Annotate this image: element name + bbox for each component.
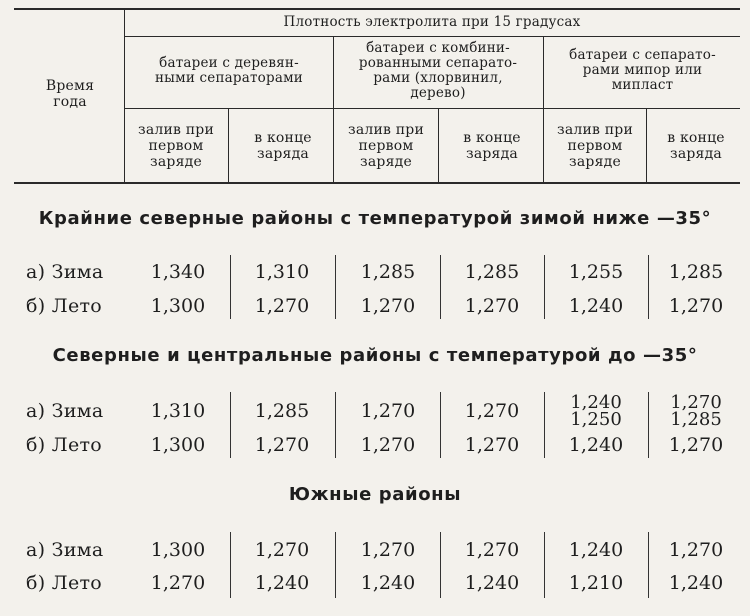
value-cell: 1,240 — [568, 434, 624, 456]
group-title: Плотность электролита при 15 градусах — [283, 14, 581, 30]
column-separator — [230, 392, 231, 458]
row-label: б) Лето — [26, 434, 103, 456]
value-cell: 1,240 — [668, 572, 724, 594]
value-cell: 1,210 — [568, 572, 624, 594]
table-row — [0, 568, 750, 598]
value-cell: 1,270 — [360, 434, 416, 456]
value-cell: 1,270 — [668, 539, 724, 561]
value-cell: 1,310 — [254, 261, 310, 283]
value-cell: 1,285 — [360, 261, 416, 283]
column-separator — [335, 255, 336, 319]
value-cell: 1,240 — [360, 572, 416, 594]
subcol-end-1: в конце заряда — [254, 130, 312, 162]
value-cell: 1,270 — [254, 539, 310, 561]
row-label: а) Зима — [26, 261, 104, 283]
row-label: а) Зима — [26, 539, 104, 561]
value-cell: 1,270 — [254, 295, 310, 317]
subcol-fill-1: залив при первом заряде — [138, 122, 214, 170]
value-cell: 1,240 — [568, 539, 624, 561]
column-separator — [544, 255, 545, 319]
value-cell: 1,255 — [568, 261, 624, 283]
value-cell: 1,270 — [464, 539, 520, 561]
header-bottom-rule — [14, 182, 740, 184]
subcol-fill-3: залив при первом заряде — [557, 122, 633, 170]
row-label: б) Лето — [26, 295, 103, 317]
value-cell: 1,270 — [254, 434, 310, 456]
column-separator — [335, 532, 336, 598]
top-rule — [14, 8, 740, 10]
subcol-end-2: в конце заряда — [463, 130, 521, 162]
season-column-divider — [124, 10, 125, 182]
table-row — [0, 257, 750, 287]
subcol-fill-2: залив при первом заряде — [348, 122, 424, 170]
value-cell: 1,240 — [254, 572, 310, 594]
value-cell: 1,270 — [668, 434, 724, 456]
subcol-end-3: в конце заряда — [667, 130, 725, 162]
row-label: б) Лето — [26, 572, 103, 594]
value-cell: 1,270 — [360, 400, 416, 422]
value-cell: 1,300 — [150, 539, 206, 561]
column-separator — [544, 532, 545, 598]
row-label: а) Зима — [26, 400, 104, 422]
column-separator — [648, 255, 649, 319]
table-row — [0, 430, 750, 460]
column-separator — [440, 255, 441, 319]
subcolumn-divider-3 — [646, 109, 647, 182]
column-separator — [230, 255, 231, 319]
subcolumn-divider-1 — [228, 109, 229, 182]
value-cell: 1,270 — [150, 572, 206, 594]
value-cell: 1,240 1,250 — [570, 392, 622, 430]
subcolumn-divider-2 — [438, 109, 439, 182]
column-separator — [648, 532, 649, 598]
section-title-south: Южные районы — [288, 484, 462, 505]
value-cell: 1,270 1,285 — [670, 392, 722, 430]
value-cell: 1,240 — [464, 572, 520, 594]
value-cell: 1,270 — [464, 400, 520, 422]
battery-type-wood: батареи с деревян- ными сепараторами — [154, 55, 303, 86]
column-separator — [648, 392, 649, 458]
value-cell: 1,310 — [150, 400, 206, 422]
group-title-rule — [124, 36, 740, 37]
column-separator — [335, 392, 336, 458]
value-cell: 1,300 — [150, 295, 206, 317]
section-title-north-central: Северные и центральные районы с температурой до —35° — [52, 345, 698, 366]
battery-type-mipor: батареи с сепарато- рами мипор или мипласт — [569, 47, 716, 93]
value-cell: 1,285 — [254, 400, 310, 422]
table-row — [0, 392, 750, 430]
value-cell: 1,270 — [668, 295, 724, 317]
value-cell: 1,270 — [360, 295, 416, 317]
value-cell: 1,300 — [150, 434, 206, 456]
column-separator — [230, 532, 231, 598]
value-cell: 1,285 — [464, 261, 520, 283]
column-separator — [544, 392, 545, 458]
value-cell: 1,285 — [668, 261, 724, 283]
season-header: Время года — [45, 78, 95, 110]
battery-type-combined: батареи с комбини- рованными сепарато- рами (хлорвинил, дерево) — [358, 40, 518, 101]
section-title-far-north: Крайние северные районы с температурой зимой ниже —35° — [38, 208, 712, 229]
value-cell: 1,240 — [568, 295, 624, 317]
column-separator — [440, 532, 441, 598]
column-separator — [440, 392, 441, 458]
value-cell: 1,340 — [150, 261, 206, 283]
battery-type-rule — [124, 108, 740, 109]
value-cell: 1,270 — [464, 434, 520, 456]
table-row — [0, 291, 750, 321]
table-row — [0, 535, 750, 565]
value-cell: 1,270 — [464, 295, 520, 317]
value-cell: 1,270 — [360, 539, 416, 561]
